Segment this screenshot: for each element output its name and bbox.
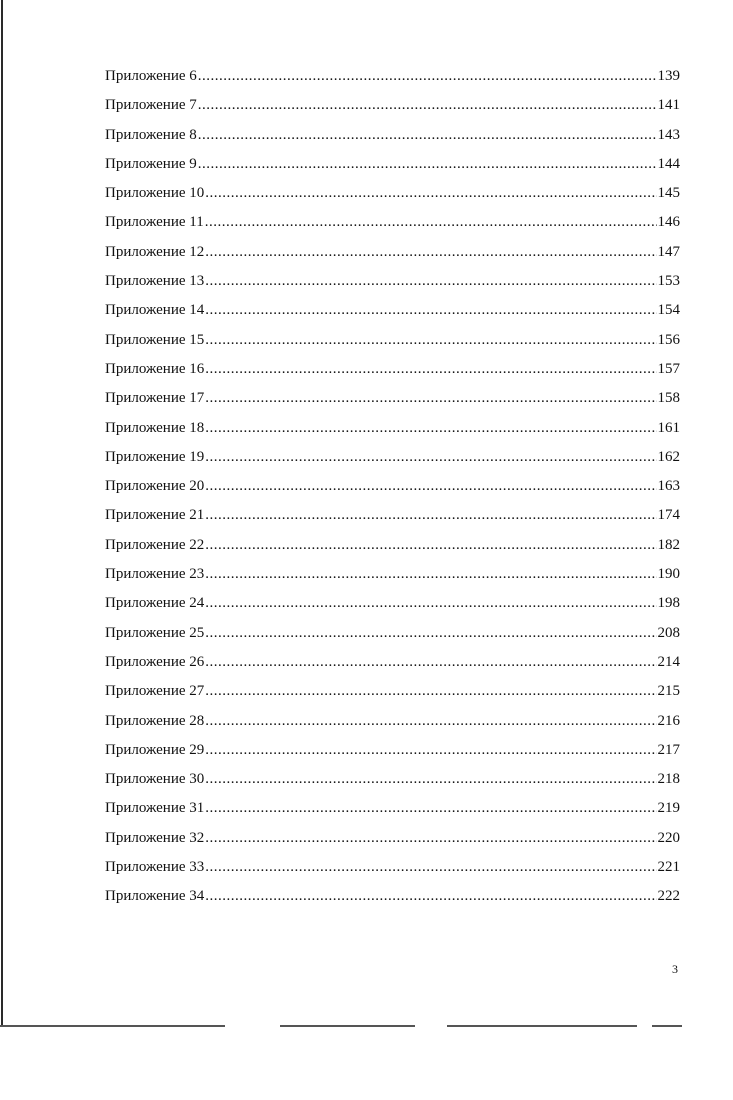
toc-entry-page: 215: [657, 683, 680, 700]
toc-entry-page: 139: [657, 68, 680, 84]
toc-entry-page: 214: [657, 653, 680, 670]
toc-dot-leader: [205, 443, 656, 472]
toc-entry-title: Приложение 19: [105, 448, 205, 465]
toc-entry: [105, 296, 680, 325]
toc-dot-leader: [205, 384, 656, 413]
toc-entry-page: 153: [657, 273, 680, 290]
toc-dot-leader: [205, 531, 656, 560]
toc-dot-leader: [205, 648, 656, 677]
toc-entry: [105, 62, 680, 91]
toc-entry: [105, 589, 680, 618]
toc-entry-title: Приложение 34: [105, 888, 205, 905]
toc-entry: [105, 179, 680, 208]
toc-dot-leader: [205, 619, 656, 648]
toc-entry: [105, 326, 680, 355]
toc-entry: [105, 824, 680, 853]
toc-dot-leader: [205, 736, 656, 765]
toc-entry-title: Приложение 20: [105, 478, 205, 495]
toc-entry: [105, 384, 680, 413]
toc-dot-leader: [205, 208, 657, 237]
toc-entry: [105, 472, 680, 501]
page-number: 3: [672, 962, 678, 976]
toc-dot-leader: [205, 238, 656, 267]
toc-entry-title: Приложение 6: [105, 68, 197, 84]
toc-dot-leader: [205, 267, 656, 296]
toc-entry-page: 216: [657, 712, 680, 729]
toc-entry-title: Приложение 15: [105, 331, 205, 348]
toc-dot-leader: [205, 882, 656, 911]
toc-entry-title: Приложение 17: [105, 390, 205, 407]
toc-dot-leader: [205, 560, 656, 589]
toc-entry: [105, 619, 680, 648]
toc-entry-title: Приложение 22: [105, 536, 205, 553]
toc-dot-leader: [205, 765, 656, 794]
toc-entry: [105, 501, 680, 530]
toc-entry-page: 190: [657, 566, 680, 583]
toc-dot-leader: [205, 589, 656, 618]
toc-dot-leader: [205, 472, 656, 501]
toc-entry-page: 144: [657, 155, 680, 172]
toc-entry-title: Приложение 14: [105, 302, 205, 319]
toc-dot-leader: [205, 707, 656, 736]
toc-dot-leader: [198, 62, 657, 91]
toc-entry-title: Приложение 10: [105, 185, 205, 202]
toc-entry: [105, 882, 680, 911]
toc-entry-title: Приложение 24: [105, 595, 205, 612]
toc-dot-leader: [198, 91, 657, 120]
toc-entry: [105, 736, 680, 765]
toc-entry-page: 161: [657, 419, 680, 436]
toc-entry: [105, 648, 680, 677]
toc-entry-page: 141: [657, 97, 680, 114]
toc-dot-leader: [198, 150, 657, 179]
toc-entry-page: 208: [657, 624, 680, 641]
toc-entry-title: Приложение 9: [105, 155, 197, 172]
toc-dot-leader: [205, 853, 656, 882]
toc-dot-leader: [205, 677, 656, 706]
toc-entry-page: 174: [657, 507, 680, 524]
toc-entry-title: Приложение 12: [105, 243, 205, 260]
toc-entry-title: Приложение 30: [105, 771, 205, 788]
toc-dot-leader: [205, 824, 656, 853]
scan-bottom-edge: [280, 1025, 415, 1027]
scan-bottom-edge: [652, 1025, 682, 1027]
toc-entry: [105, 794, 680, 823]
toc-entry-title: Приложение 18: [105, 419, 205, 436]
toc-entry-title: Приложение 27: [105, 683, 205, 700]
toc-entry: [105, 121, 680, 150]
toc-entry-page: 222: [657, 888, 680, 905]
toc-entry: [105, 677, 680, 706]
toc-entry: [105, 531, 680, 560]
toc-dot-leader: [205, 355, 656, 384]
toc-dot-leader: [205, 501, 656, 530]
toc-entry: [105, 91, 680, 120]
toc-entry-page: 218: [657, 771, 680, 788]
toc-entry: [105, 707, 680, 736]
toc-entry-title: Приложение 25: [105, 624, 205, 641]
toc-dot-leader: [198, 121, 657, 150]
toc-entry-page: 219: [657, 800, 680, 817]
toc-entry-page: 221: [657, 859, 680, 876]
toc-entry-page: 220: [657, 829, 680, 846]
toc-entry-title: Приложение 7: [105, 97, 197, 114]
toc-dot-leader: [205, 179, 656, 208]
toc-entry-page: 157: [657, 360, 680, 377]
toc-entry-page: 198: [657, 595, 680, 612]
toc-entry-page: 158: [657, 390, 680, 407]
toc-entry-page: 154: [657, 302, 680, 319]
toc-entry-page: 143: [657, 126, 680, 143]
toc-entry-page: 162: [657, 448, 680, 465]
toc-entry-title: Приложение 31: [105, 800, 205, 817]
toc-entry: [105, 443, 680, 472]
toc-entry: [105, 150, 680, 179]
toc-entry-title: Приложение 29: [105, 741, 205, 758]
toc-entry-page: 145: [657, 185, 680, 202]
toc-entry-title: Приложение 16: [105, 360, 205, 377]
toc-entry-page: 146: [657, 214, 680, 231]
toc-entry-page: 156: [657, 331, 680, 348]
toc-entry: [105, 355, 680, 384]
toc-entry: [105, 560, 680, 589]
toc-entry: [105, 267, 680, 296]
toc-entry-title: Приложение 13: [105, 273, 205, 290]
toc-entry: [105, 238, 680, 267]
toc-entry-page: 182: [657, 536, 680, 553]
scan-bottom-edge: [0, 1025, 225, 1027]
toc-dot-leader: [205, 296, 656, 325]
scan-page-edge: [1, 0, 3, 1027]
toc-entry: [105, 765, 680, 794]
toc-entry-title: Приложение 23: [105, 566, 205, 583]
toc-entry: [105, 853, 680, 882]
toc-dot-leader: [205, 326, 656, 355]
toc-entry-page: 217: [657, 741, 680, 758]
toc-entry-title: Приложение 26: [105, 653, 205, 670]
toc-entry: [105, 414, 680, 443]
scan-bottom-edge: [447, 1025, 637, 1027]
table-of-contents: [105, 62, 680, 912]
toc-entry-title: Приложение 28: [105, 712, 205, 729]
toc-dot-leader: [205, 794, 656, 823]
toc-entry-page: 147: [657, 243, 680, 260]
toc-entry-page: 163: [657, 478, 680, 495]
toc-entry-title: Приложение 8: [105, 126, 197, 143]
toc-dot-leader: [205, 414, 656, 443]
toc-entry-title: Приложение 11: [105, 214, 204, 231]
toc-entry: [105, 208, 680, 237]
toc-entry-title: Приложение 32: [105, 829, 205, 846]
toc-entry-title: Приложение 33: [105, 859, 205, 876]
toc-entry-title: Приложение 21: [105, 507, 205, 524]
